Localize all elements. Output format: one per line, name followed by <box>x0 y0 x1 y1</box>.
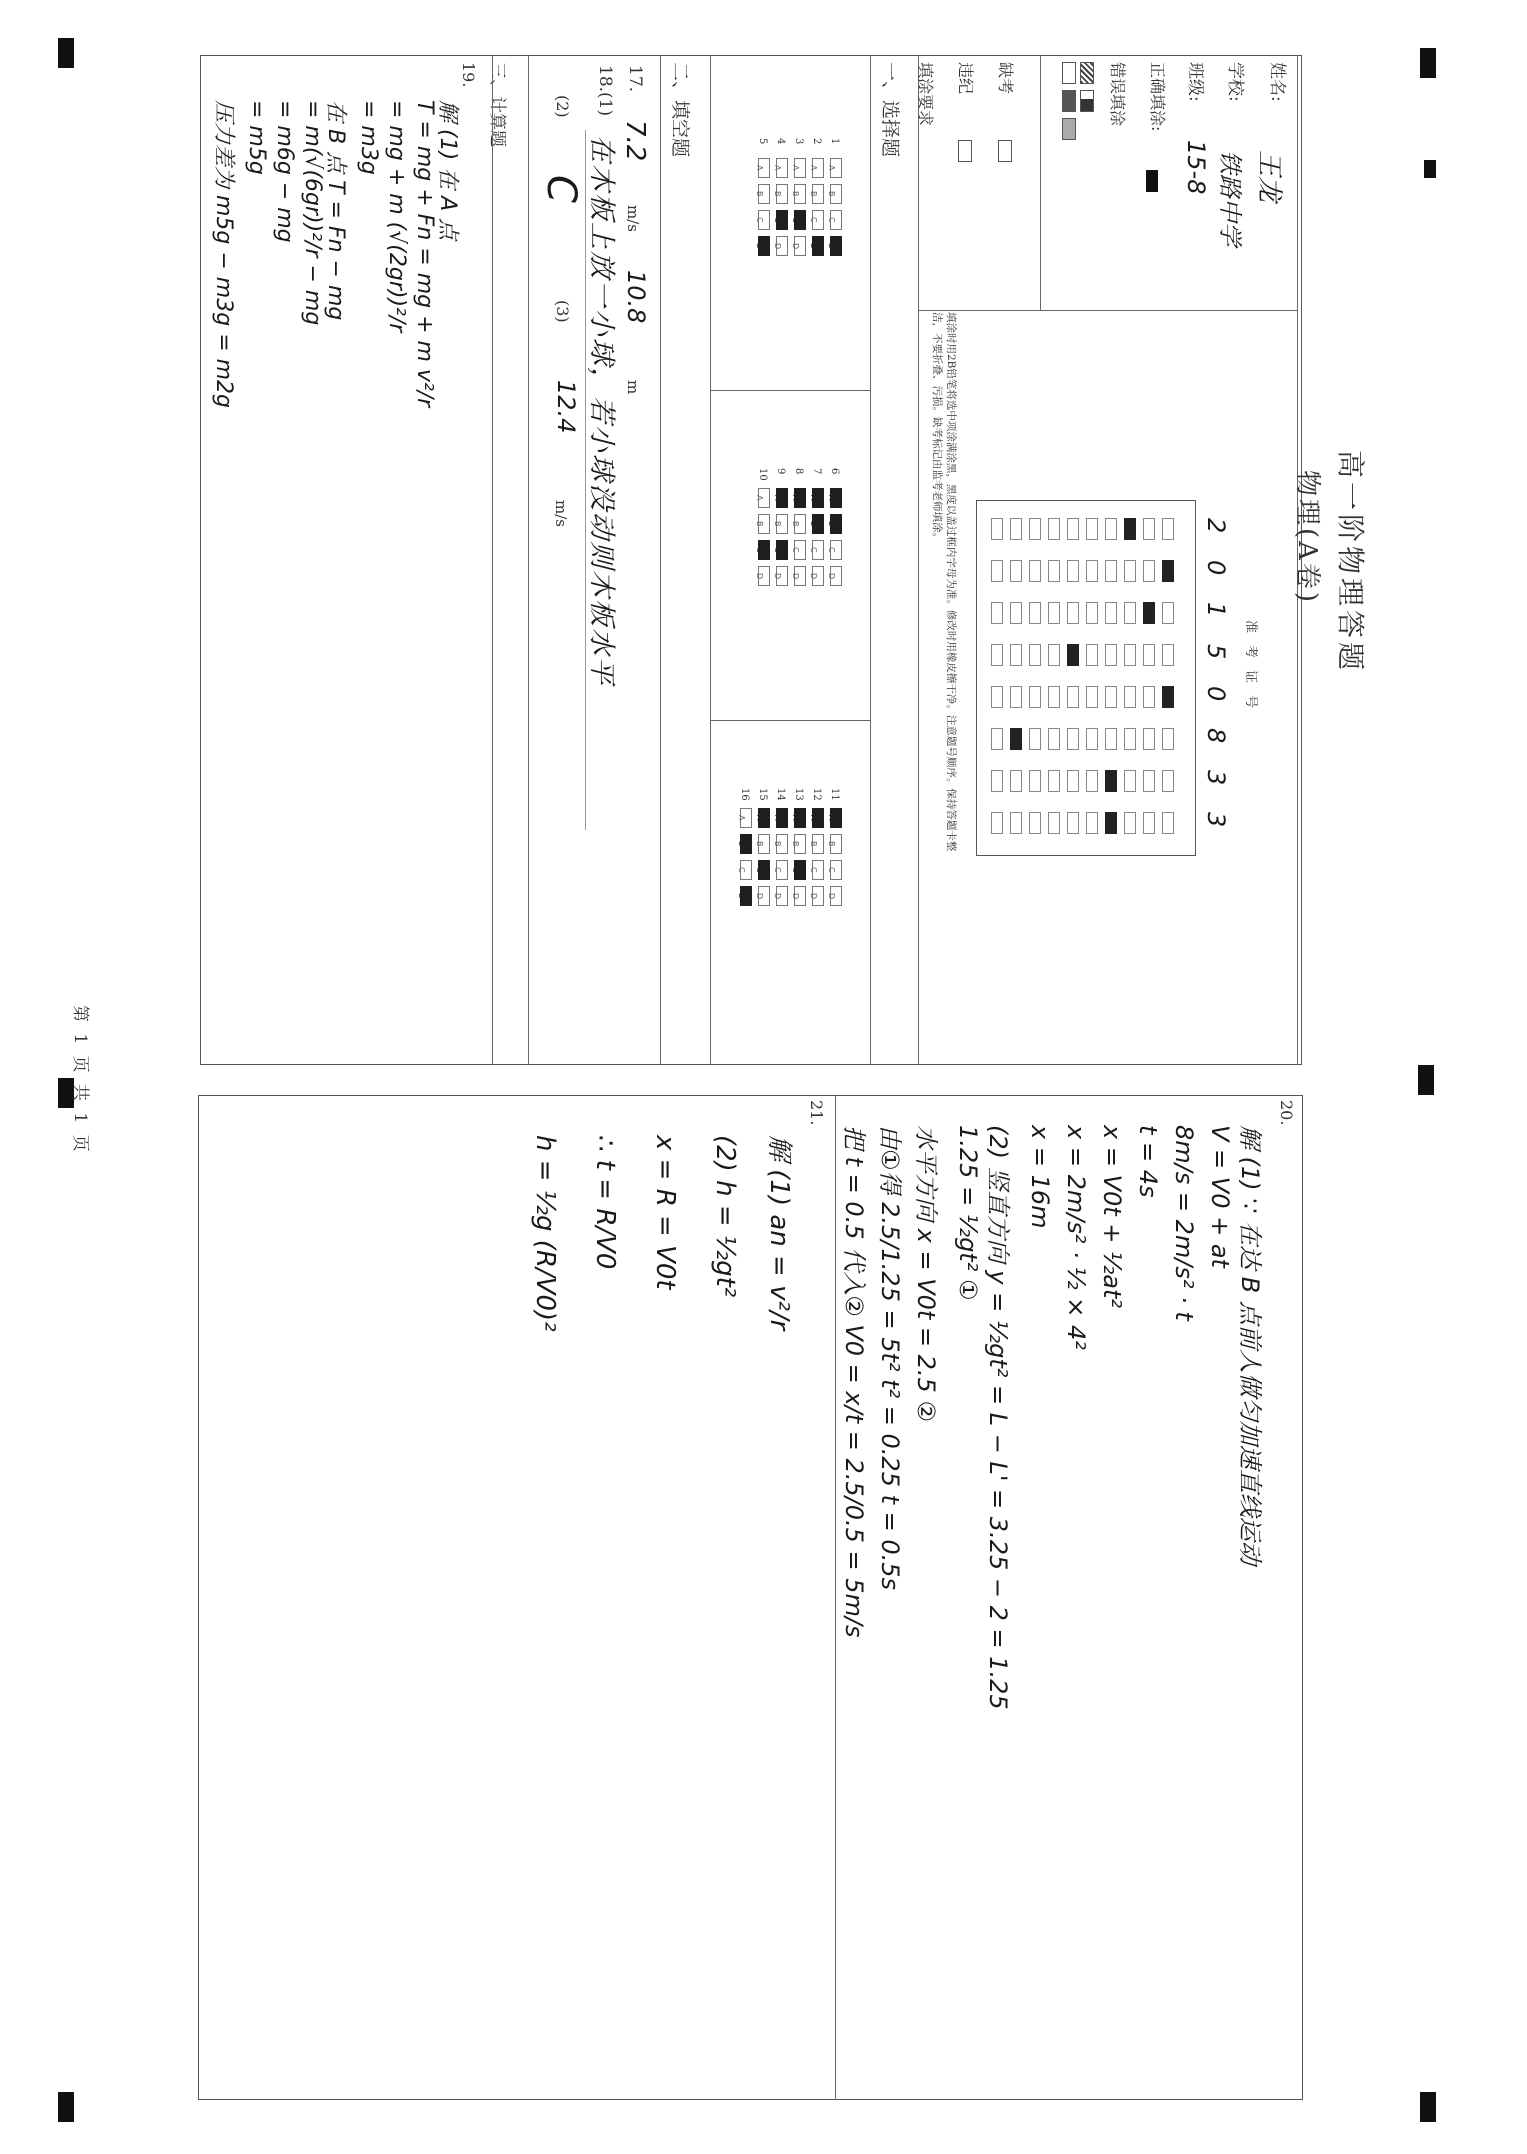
exam-digit-bubble[interactable] <box>1086 812 1098 834</box>
info-inner-divider <box>1040 55 1041 310</box>
choice-option-bubble[interactable]: A <box>830 158 842 178</box>
choice-option-bubble[interactable]: D <box>794 886 806 906</box>
exam-digit-bubble[interactable] <box>991 728 1003 750</box>
exam-digit-bubble[interactable] <box>1067 728 1079 750</box>
choice-question-number: 1 <box>829 138 840 145</box>
choice-question-number: 7 <box>811 468 822 475</box>
choice-option-bubble[interactable]: D <box>830 886 842 906</box>
exam-digit-column <box>982 770 1182 792</box>
exam-digit-bubble[interactable] <box>1162 686 1174 708</box>
info-bottom-line <box>918 310 1298 311</box>
exam-digit-bubble[interactable] <box>1162 770 1174 792</box>
exam-digit-bubble[interactable] <box>1143 518 1155 540</box>
q18-1-label: 18.(1) <box>595 65 615 117</box>
choice-option-bubble[interactable]: A <box>812 488 824 508</box>
choice-option-bubble[interactable]: B <box>830 834 842 854</box>
exam-digit-column <box>982 644 1182 666</box>
choice-option-bubble[interactable]: C <box>758 860 770 880</box>
choice-question-number: 15 <box>757 788 768 801</box>
q20-label: 20. <box>1277 1100 1296 1126</box>
q21-line: 解 (1) an = v²/r <box>764 1135 794 1331</box>
exam-digit-bubble[interactable] <box>1105 686 1117 708</box>
choice-option-bubble[interactable]: A <box>776 808 788 828</box>
q21-line: (2) h = ½gt² <box>710 1135 740 1298</box>
q17-unit: m/s <box>624 205 642 232</box>
violation-label: 违纪 <box>956 62 975 95</box>
exam-digit-bubble[interactable] <box>1143 686 1155 708</box>
absent-label: 缺考 <box>996 62 1015 95</box>
wrong-fill-examples <box>1052 62 1096 142</box>
q19-line: = m(√(6gr))²/r − mg <box>300 100 325 326</box>
exam-digit-bubble[interactable] <box>1105 560 1117 582</box>
q18-3-label: (3) <box>553 300 572 323</box>
class-label: 班级: <box>1185 62 1205 102</box>
choice-option-bubble[interactable]: D <box>758 236 770 256</box>
exam-digit-bubble[interactable] <box>1124 560 1136 582</box>
exam-digit-bubble[interactable] <box>1010 686 1022 708</box>
exam-digit-bubble[interactable] <box>1162 602 1174 624</box>
choice-option-bubble[interactable]: C <box>812 540 824 560</box>
exam-digit-bubble[interactable] <box>1105 770 1117 792</box>
fill-top-border <box>660 55 661 1065</box>
q18-2-label: (2) <box>553 95 572 118</box>
exam-number-label: 准考证号 <box>1243 620 1258 721</box>
exam-digit: 2 <box>1202 518 1230 534</box>
school-label: 学校: <box>1225 62 1245 102</box>
exam-digit-bubble[interactable] <box>1143 602 1155 624</box>
exam-digit-bubble[interactable] <box>1048 728 1060 750</box>
choice-option-bubble[interactable]: A <box>740 808 752 828</box>
exam-digit-bubble[interactable] <box>1105 644 1117 666</box>
choice-group-divider <box>710 390 870 391</box>
exam-digit-bubble[interactable] <box>1086 602 1098 624</box>
q18-3-unit: m/s <box>552 500 570 527</box>
choice-option-bubble[interactable]: B <box>830 514 842 534</box>
exam-digit-bubble[interactable] <box>1048 560 1060 582</box>
choice-option-bubble[interactable]: C <box>758 540 770 560</box>
exam-digit-bubble[interactable] <box>1048 686 1060 708</box>
choice-option-bubble[interactable]: A <box>758 488 770 508</box>
exam-digit-bubble[interactable] <box>991 686 1003 708</box>
exam-digit-bubble[interactable] <box>1105 812 1117 834</box>
exam-digit-bubble[interactable] <box>1067 560 1079 582</box>
choice-option-bubble[interactable]: B <box>740 834 752 854</box>
exam-digit: 0 <box>1202 560 1230 576</box>
exam-digit-bubble[interactable] <box>1029 728 1041 750</box>
choice-option-bubble[interactable]: C <box>812 210 824 230</box>
exam-digit-bubble[interactable] <box>1029 518 1041 540</box>
q20-line: x = 2m/s² · ½ × 4² <box>1062 1125 1090 1350</box>
registration-mark <box>1420 2092 1436 2122</box>
info-divider <box>918 55 919 1065</box>
q20-line: 解 (1) ∵ 在达 B 点前人做匀加速直线运动 <box>1236 1125 1264 1565</box>
choice-option-bubble[interactable]: A <box>758 808 770 828</box>
choice-option-bubble[interactable]: C <box>776 540 788 560</box>
registration-mark <box>58 2092 74 2122</box>
exam-digit-column <box>982 812 1182 834</box>
exam-digit-bubble[interactable] <box>1067 518 1079 540</box>
q20-answer-area <box>840 1105 1290 2095</box>
choice-option-bubble[interactable]: B <box>794 514 806 534</box>
exam-digit-bubble[interactable] <box>1124 686 1136 708</box>
exam-digit-bubble[interactable] <box>1010 560 1022 582</box>
exam-number-bubble-grid[interactable] <box>982 512 1182 852</box>
calc-inner-border <box>492 55 493 1065</box>
exam-digit-bubble[interactable] <box>1162 560 1174 582</box>
correct-fill-label: 正确填涂: <box>1148 62 1167 132</box>
exam-digit: 5 <box>1202 644 1230 660</box>
q20-line: 由①得 2.5/1.25 = 5t² t² = 0.25 t = 0.5s <box>876 1125 904 1591</box>
choice-option-bubble[interactable]: A <box>758 158 770 178</box>
sheet-title: 高一阶物理答题 <box>1334 450 1367 675</box>
choice-option-bubble[interactable]: A <box>812 808 824 828</box>
violation-checkbox[interactable] <box>958 140 972 162</box>
exam-digit-bubble[interactable] <box>1086 686 1098 708</box>
choice-question-number: 13 <box>793 788 804 801</box>
exam-digit-bubble[interactable] <box>1124 812 1136 834</box>
choice-option-bubble[interactable]: B <box>758 184 770 204</box>
school-value: 铁路中学 <box>1216 150 1244 246</box>
exam-digit-bubble[interactable] <box>991 770 1003 792</box>
name-label: 姓名: <box>1267 62 1287 102</box>
q17-answer: 7.2 <box>620 120 650 162</box>
choice-question-number: 5 <box>757 138 768 145</box>
exam-digit-bubble[interactable] <box>1086 644 1098 666</box>
choice-option-bubble[interactable]: C <box>776 860 788 880</box>
exam-digit-bubble[interactable] <box>1067 602 1079 624</box>
exam-digit-column <box>982 728 1182 750</box>
exam-digit-bubble[interactable] <box>991 644 1003 666</box>
choice-option-bubble[interactable]: B <box>758 514 770 534</box>
exam-digit-bubble[interactable] <box>1029 560 1041 582</box>
exam-digit-bubble[interactable] <box>1086 770 1098 792</box>
q21-line: ∴ t = R/V0 <box>590 1135 620 1270</box>
choice-option-bubble[interactable]: C <box>830 860 842 880</box>
q17-label: 17. <box>625 65 645 93</box>
q18-2-answer: C <box>538 175 584 203</box>
name-value: 王龙 <box>1254 150 1284 203</box>
q21-line: x = R = V0t <box>650 1135 680 1290</box>
choice-option-bubble[interactable]: A <box>776 488 788 508</box>
choice-option-bubble[interactable]: C <box>794 210 806 230</box>
exam-digit-bubble[interactable] <box>1124 728 1136 750</box>
exam-digit-bubble[interactable] <box>1010 728 1022 750</box>
q21-answer-area <box>380 1105 820 2095</box>
instructions-text: 填涂时用2B铅笔将选中项涂满涂黑，黑度以盖过框内字母为准。修改时用橡皮擦干净。注意题号顺序。保持答题卡整洁，不要折叠、污损。缺考标记由监考老师填涂。 <box>931 312 957 852</box>
exam-digit-bubble[interactable] <box>1048 812 1060 834</box>
exam-digit-bubble[interactable] <box>1162 518 1174 540</box>
choice-option-bubble[interactable]: D <box>740 886 752 906</box>
exam-digit-bubble[interactable] <box>1067 686 1079 708</box>
exam-digit-bubble[interactable] <box>1029 770 1041 792</box>
registration-mark <box>1424 160 1436 178</box>
choice-question-number: 12 <box>811 788 822 801</box>
exam-digit-bubble[interactable] <box>1067 812 1079 834</box>
choice-option-bubble[interactable]: D <box>830 566 842 586</box>
choice-question-number: 14 <box>775 788 786 801</box>
exam-digit-bubble[interactable] <box>991 602 1003 624</box>
choice-option-bubble[interactable]: C <box>758 210 770 230</box>
choice-option-bubble[interactable]: D <box>776 886 788 906</box>
exam-digit-bubble[interactable] <box>1067 770 1079 792</box>
exam-digit-bubble[interactable] <box>1086 728 1098 750</box>
choice-option-bubble[interactable]: D <box>794 566 806 586</box>
sheet-subtitle: 物理(A卷) <box>1292 470 1322 606</box>
choice-option-bubble[interactable]: C <box>776 210 788 230</box>
exam-digit: 3 <box>1202 770 1230 786</box>
q20-line: (2) 竖直方向 y = ½gt² = L − L' = 3.25 − 2 = 1.25 <box>984 1125 1012 1710</box>
choice-group-divider <box>710 720 870 721</box>
exam-digit-bubble[interactable] <box>1010 770 1022 792</box>
choice-question-number: 11 <box>829 788 840 801</box>
exam-digit-bubble[interactable] <box>1048 644 1060 666</box>
exam-number-digits <box>1196 510 1232 850</box>
choice-option-bubble[interactable]: D <box>776 566 788 586</box>
q19-line: = mg + m (√(2gr))²/r <box>384 100 409 333</box>
choice-option-bubble[interactable]: B <box>776 514 788 534</box>
q19-line: = m5g <box>244 100 269 175</box>
choice-option-bubble[interactable]: B <box>812 184 824 204</box>
exam-digit-bubble[interactable] <box>1162 812 1174 834</box>
absent-checkbox[interactable] <box>998 140 1012 162</box>
choice-option-bubble[interactable]: C <box>812 860 824 880</box>
choice-option-bubble[interactable]: B <box>794 184 806 204</box>
page-number: 第 1 页 共 1 页 <box>70 1005 90 1155</box>
choice-option-bubble[interactable]: B <box>776 834 788 854</box>
q20-line: t = 4s <box>1134 1125 1162 1198</box>
exam-digit-column <box>982 560 1182 582</box>
choice-option-bubble[interactable]: D <box>794 236 806 256</box>
choice-question-number: 3 <box>793 138 804 145</box>
exam-digit-bubble[interactable] <box>1086 560 1098 582</box>
exam-digit-bubble[interactable] <box>1029 602 1041 624</box>
exam-digit-bubble[interactable] <box>1010 602 1022 624</box>
choice-option-bubble[interactable]: D <box>812 886 824 906</box>
q17b-answer: 10.8 <box>622 270 650 324</box>
q19-line: = m3g <box>356 100 381 175</box>
exam-digit-column <box>982 518 1182 540</box>
section-choice-title: 一、选择题 <box>879 62 901 158</box>
exam-digit-bubble[interactable] <box>991 812 1003 834</box>
choice-question-number: 8 <box>793 468 804 475</box>
registration-mark <box>58 38 74 68</box>
choice-option-bubble[interactable]: B <box>830 184 842 204</box>
exam-digit-bubble[interactable] <box>1124 644 1136 666</box>
exam-digit-bubble[interactable] <box>1029 686 1041 708</box>
section-calc-title: 三、计算题 <box>487 62 507 147</box>
registration-mark <box>1420 48 1436 78</box>
fill-requirement-label: 填涂要求 <box>916 62 935 127</box>
calc-top-border <box>528 55 529 1065</box>
choice-question-number: 4 <box>775 138 786 145</box>
registration-mark <box>1418 1065 1434 1095</box>
choice-option-bubble[interactable]: C <box>830 210 842 230</box>
exam-digit-bubble[interactable] <box>991 518 1003 540</box>
q21-label: 21. <box>807 1100 826 1126</box>
q19-line: = m6g − mg <box>272 100 297 243</box>
q20-line: 8m/s = 2m/s² · t <box>1170 1125 1198 1321</box>
choice-option-bubble[interactable]: D <box>776 236 788 256</box>
exam-digit-bubble[interactable] <box>1105 518 1117 540</box>
exam-digit-bubble[interactable] <box>1048 770 1060 792</box>
choice-option-bubble[interactable]: D <box>812 566 824 586</box>
choice-option-bubble[interactable]: B <box>812 834 824 854</box>
exam-digit: 0 <box>1202 686 1230 702</box>
exam-digit-bubble[interactable] <box>1048 602 1060 624</box>
q20-line: 水平方向 x = V0t = 2.5 ② <box>912 1125 940 1422</box>
exam-digit-bubble[interactable] <box>1124 770 1136 792</box>
choice-option-bubble[interactable]: A <box>830 808 842 828</box>
q20-line: 1.25 = ½gt² ① <box>954 1125 982 1301</box>
exam-digit-column <box>982 602 1182 624</box>
choice-option-bubble[interactable]: B <box>758 834 770 854</box>
choice-option-bubble[interactable]: C <box>794 540 806 560</box>
choice-question-number: 10 <box>757 468 768 481</box>
q20-q21-divider <box>835 1095 836 2100</box>
q18-1-answer: 在木板上放一小球，若小球没动则木板水平 <box>586 135 617 686</box>
choice-option-bubble[interactable]: B <box>794 834 806 854</box>
exam-digit-bubble[interactable] <box>1010 644 1022 666</box>
choice-option-bubble[interactable]: C <box>794 860 806 880</box>
exam-digit-bubble[interactable] <box>1105 728 1117 750</box>
exam-digit-bubble[interactable] <box>991 560 1003 582</box>
choice-option-bubble[interactable]: B <box>776 184 788 204</box>
exam-digit-bubble[interactable] <box>1143 560 1155 582</box>
choice-question-number: 9 <box>775 468 786 475</box>
exam-digit-bubble[interactable] <box>1143 770 1155 792</box>
choice-option-bubble[interactable]: A <box>794 808 806 828</box>
choice-question-number: 16 <box>739 788 750 801</box>
choice-option-bubble[interactable]: D <box>758 886 770 906</box>
class-value: 15-8 <box>1182 140 1210 195</box>
exam-digit-bubble[interactable] <box>1029 644 1041 666</box>
q19-answer-area <box>210 90 480 1050</box>
choice-option-bubble[interactable]: A <box>794 488 806 508</box>
q20-line: 把 t = 0.5 代入② V0 = x/t = 2.5/0.5 = 5m/s <box>840 1125 868 1638</box>
q18-answer-underline <box>585 130 586 830</box>
choice-left-border <box>870 55 871 1065</box>
q20-line: V = V0 + at <box>1206 1125 1234 1268</box>
choice-option-bubble[interactable]: C <box>740 860 752 880</box>
choice-option-bubble[interactable]: A <box>776 158 788 178</box>
exam-digit-bubble[interactable] <box>1105 602 1117 624</box>
choice-bottom-line <box>710 55 711 1065</box>
exam-digit-bubble[interactable] <box>1162 728 1174 750</box>
exam-digit-bubble[interactable] <box>1029 812 1041 834</box>
q19-line: 在 B 点 T = Fn − mg <box>323 100 348 321</box>
q17b-unit: m <box>624 380 642 395</box>
exam-digit-bubble[interactable] <box>1143 812 1155 834</box>
exam-digit-column <box>982 686 1182 708</box>
choice-option-bubble[interactable]: D <box>758 566 770 586</box>
exam-digit-bubble[interactable] <box>1124 518 1136 540</box>
q21-line: h = ½g (R/V0)² <box>530 1135 560 1332</box>
exam-digit-bubble[interactable] <box>1086 518 1098 540</box>
exam-digit: 3 <box>1202 812 1230 828</box>
q18-3-answer: 12.4 <box>552 380 580 434</box>
q19-line: 解 (1) 在 A 点 <box>435 100 460 241</box>
choice-option-bubble[interactable]: B <box>812 514 824 534</box>
choice-option-bubble[interactable]: D <box>830 236 842 256</box>
exam-digit-bubble[interactable] <box>1143 728 1155 750</box>
exam-digit-bubble[interactable] <box>1162 644 1174 666</box>
exam-digit-bubble[interactable] <box>1124 602 1136 624</box>
exam-digit-bubble[interactable] <box>1010 518 1022 540</box>
choice-option-bubble[interactable]: A <box>812 158 824 178</box>
choice-question-number: 6 <box>829 468 840 475</box>
exam-digit-bubble[interactable] <box>1048 518 1060 540</box>
q19-line: 压力差为 m5g − m3g = m2g <box>211 100 236 409</box>
wrong-fill-label: 错误填涂 <box>1108 62 1127 127</box>
exam-digit-bubble[interactable] <box>1010 812 1022 834</box>
exam-digit: 1 <box>1202 602 1230 618</box>
exam-digit-bubble[interactable] <box>1143 644 1155 666</box>
q19-label: 19. <box>459 62 478 88</box>
choice-option-bubble[interactable]: C <box>830 540 842 560</box>
section-fill-title: 二、填空题 <box>669 62 691 158</box>
choice-option-bubble[interactable]: A <box>794 158 806 178</box>
choice-option-bubble[interactable]: A <box>830 488 842 508</box>
q19-line: T = mg + Fn = mg + m v²/r <box>412 100 437 408</box>
exam-digit: 8 <box>1202 728 1230 744</box>
choice-question-number: 2 <box>811 138 822 145</box>
correct-fill-example <box>1146 170 1158 192</box>
q20-line: x = 16m <box>1026 1125 1054 1229</box>
q20-line: x = V0t + ½at² <box>1098 1125 1126 1309</box>
choice-option-bubble[interactable]: D <box>812 236 824 256</box>
exam-digit-bubble[interactable] <box>1067 644 1079 666</box>
